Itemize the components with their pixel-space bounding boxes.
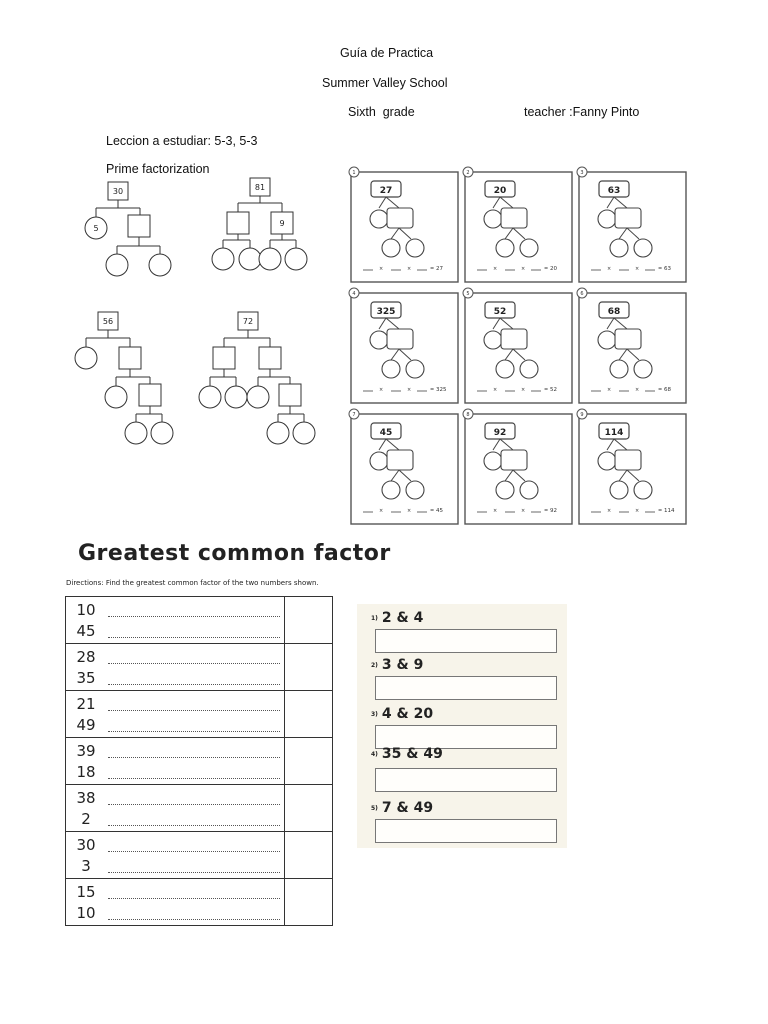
- factor-circle: [259, 248, 281, 270]
- gcf-answer-cell[interactable]: [285, 644, 333, 691]
- svg-text:×: ×: [607, 508, 612, 514]
- gcf-work-line[interactable]: [108, 616, 280, 617]
- gcf-answer-box[interactable]: [375, 629, 557, 653]
- svg-text:=: =: [430, 508, 435, 514]
- tree-given-factor: 5: [93, 224, 99, 233]
- factor-circle: [370, 331, 388, 349]
- card-number: 3: [580, 170, 584, 176]
- svg-text:×: ×: [407, 266, 412, 272]
- card-root-number: 114: [604, 428, 624, 438]
- svg-text:×: ×: [635, 387, 640, 393]
- factor-box: [387, 329, 413, 349]
- gcf-number: 35: [76, 669, 96, 687]
- factor-box: [139, 384, 161, 406]
- factor-circle: [634, 481, 652, 499]
- factor-circle: [484, 452, 502, 470]
- gcf-work-line[interactable]: [108, 757, 280, 758]
- svg-text:×: ×: [521, 266, 526, 272]
- factor-circle: [520, 481, 538, 499]
- gcf-problem-index: 3): [371, 710, 378, 718]
- card-number: 9: [580, 412, 584, 418]
- factor-circle: [199, 386, 221, 408]
- card-root-number: 52: [493, 307, 507, 317]
- gcf-number-line: [68, 647, 280, 666]
- factor-box: [119, 347, 141, 369]
- factor-tree-card: [577, 288, 686, 403]
- svg-text:×: ×: [521, 508, 526, 514]
- gcf-work-line[interactable]: [108, 851, 280, 852]
- factor-tree-card: [577, 409, 686, 524]
- factor-circle: [370, 452, 388, 470]
- gcf-answer-cell[interactable]: [285, 879, 333, 926]
- card-result: 20: [550, 266, 557, 272]
- factor-tree-card: [577, 167, 686, 282]
- factor-circle: [634, 360, 652, 378]
- factor-circle: [105, 386, 127, 408]
- factor-circle: [382, 360, 400, 378]
- gcf-work-line[interactable]: [108, 919, 280, 920]
- factor-circle: [285, 248, 307, 270]
- card-root-number: 63: [607, 186, 621, 196]
- worksheet-title: Guía de Practica: [340, 46, 434, 60]
- factor-circle: [239, 248, 261, 270]
- gcf-number-pair: [66, 879, 285, 926]
- gcf-row: [66, 738, 333, 785]
- gcf-problem-numbers: 35 & 49: [381, 746, 443, 762]
- gcf-number-line: [68, 762, 280, 781]
- svg-text:×: ×: [493, 387, 498, 393]
- factor-circle: [149, 254, 171, 276]
- card-result: 68: [664, 387, 671, 393]
- factor-circle: [382, 481, 400, 499]
- gcf-number-line: [68, 903, 280, 922]
- gcf-row: [66, 785, 333, 832]
- gcf-answer-cell[interactable]: [285, 785, 333, 832]
- factor-circle: [406, 360, 424, 378]
- gcf-number-line: [68, 835, 280, 854]
- gcf-number: 28: [76, 648, 96, 666]
- gcf-answer-box[interactable]: [375, 676, 557, 700]
- factor-circle: [406, 239, 424, 257]
- gcf-number-line: [68, 621, 280, 640]
- gcf-number: 10: [76, 904, 96, 922]
- gcf-title: Greatest common factor: [78, 541, 391, 566]
- gcf-problem-index: 2): [371, 661, 378, 669]
- card-root-number: 45: [379, 428, 393, 438]
- gcf-problem-label: [371, 610, 423, 626]
- gcf-row: [66, 832, 333, 879]
- card-number: 5: [466, 291, 470, 297]
- card-result: 63: [664, 266, 671, 272]
- card-result: 27: [436, 266, 443, 272]
- factor-circle: [484, 331, 502, 349]
- gcf-work-line[interactable]: [108, 637, 280, 638]
- factor-box: [128, 215, 150, 237]
- gcf-problem-label: [371, 746, 443, 762]
- svg-text:×: ×: [493, 508, 498, 514]
- card-result: 92: [550, 508, 557, 514]
- gcf-number: 2: [81, 810, 91, 828]
- svg-text:=: =: [658, 266, 663, 272]
- factor-tree-card: [463, 288, 572, 403]
- gcf-work-line[interactable]: [108, 804, 280, 805]
- svg-text:×: ×: [635, 508, 640, 514]
- svg-text:×: ×: [493, 266, 498, 272]
- factor-circle: [247, 386, 269, 408]
- gcf-problems-panel: [357, 604, 567, 848]
- svg-text:×: ×: [521, 387, 526, 393]
- gcf-work-line[interactable]: [108, 663, 280, 664]
- factor-circle: [610, 239, 628, 257]
- gcf-problem-index: 5): [371, 804, 378, 812]
- factor-box: [279, 384, 301, 406]
- gcf-problem-index: 4): [371, 750, 378, 758]
- gcf-work-line[interactable]: [108, 731, 280, 732]
- gcf-answer-box[interactable]: [375, 768, 557, 792]
- factor-circle: [406, 481, 424, 499]
- factor-circle: [484, 210, 502, 228]
- card-number: 6: [580, 291, 584, 297]
- gcf-row: [66, 879, 333, 926]
- svg-text:=: =: [658, 508, 663, 514]
- school-name: Summer Valley School: [322, 76, 448, 90]
- gcf-number: 3: [81, 857, 91, 875]
- gcf-answer-cell[interactable]: [285, 738, 333, 785]
- gcf-work-line[interactable]: [108, 710, 280, 711]
- gcf-problem-label: [371, 706, 433, 722]
- factor-box: [615, 329, 641, 349]
- svg-text:×: ×: [379, 266, 384, 272]
- gcf-row: [66, 644, 333, 691]
- svg-text:×: ×: [607, 387, 612, 393]
- gcf-number: 45: [76, 622, 96, 640]
- factor-circle: [225, 386, 247, 408]
- gcf-number-line: [68, 856, 280, 875]
- factor-circle: [598, 452, 616, 470]
- gcf-number-line: [68, 788, 280, 807]
- gcf-answer-cell[interactable]: [285, 597, 333, 644]
- factor-circle: [370, 210, 388, 228]
- gcf-problem-index: 1): [371, 614, 378, 622]
- factor-circle: [293, 422, 315, 444]
- svg-text:×: ×: [379, 508, 384, 514]
- gcf-work-line[interactable]: [108, 778, 280, 779]
- factor-box: [387, 450, 413, 470]
- factor-tree-card: [349, 409, 458, 524]
- gcf-number-line: [68, 668, 280, 687]
- gcf-row: [66, 597, 333, 644]
- svg-text:=: =: [430, 387, 435, 393]
- gcf-number: 38: [76, 789, 96, 807]
- gcf-number: 39: [76, 742, 96, 760]
- section-heading: Prime factorization: [106, 162, 210, 176]
- factor-circle: [610, 360, 628, 378]
- svg-text:=: =: [430, 266, 435, 272]
- factor-box: [213, 347, 235, 369]
- card-number: 2: [466, 170, 470, 176]
- svg-text:×: ×: [635, 266, 640, 272]
- svg-text:=: =: [544, 266, 549, 272]
- factor-circle: [151, 422, 173, 444]
- gcf-number-line: [68, 741, 280, 760]
- factor-box: [227, 212, 249, 234]
- card-number: 7: [352, 412, 356, 418]
- factor-circle: [610, 481, 628, 499]
- factor-box: [259, 347, 281, 369]
- card-root-number: 68: [607, 307, 621, 317]
- gcf-number-line: [68, 694, 280, 713]
- gcf-problem-numbers: 7 & 49: [381, 800, 434, 816]
- gcf-number-pair: [66, 691, 285, 738]
- gcf-work-line[interactable]: [108, 898, 280, 899]
- factor-box: [615, 208, 641, 228]
- teacher-label: teacher :Fanny Pinto: [524, 105, 640, 119]
- factor-circle: [75, 347, 97, 369]
- tree-root-number: 72: [242, 317, 254, 326]
- gcf-number: 49: [76, 716, 96, 734]
- factor-circle: [496, 360, 514, 378]
- tree-root-number: 30: [112, 187, 124, 196]
- svg-text:×: ×: [607, 266, 612, 272]
- factor-circle: [125, 422, 147, 444]
- card-result: 114: [664, 508, 675, 514]
- factor-circle: [598, 210, 616, 228]
- factor-tree-cards: [343, 162, 693, 530]
- grade-label: Sixth grade: [348, 105, 415, 119]
- gcf-number-pair: [66, 832, 285, 879]
- card-number: 1: [352, 170, 356, 176]
- factor-circle: [520, 360, 538, 378]
- gcf-work-line[interactable]: [108, 872, 280, 873]
- gcf-problem-numbers: 2 & 4: [381, 610, 424, 626]
- card-result: 45: [436, 508, 443, 514]
- svg-text:×: ×: [407, 508, 412, 514]
- gcf-work-line[interactable]: [108, 684, 280, 685]
- factor-box: [501, 450, 527, 470]
- gcf-answer-box[interactable]: [375, 819, 557, 843]
- card-result: 325: [436, 387, 447, 393]
- gcf-answer-cell[interactable]: [285, 832, 333, 879]
- factor-tree-card: [463, 409, 572, 524]
- card-root-number: 27: [379, 186, 393, 196]
- svg-text:=: =: [658, 387, 663, 393]
- gcf-row: [66, 691, 333, 738]
- card-number: 8: [466, 412, 470, 418]
- factor-box: [615, 450, 641, 470]
- factor-circle: [267, 422, 289, 444]
- gcf-number-line: [68, 600, 280, 619]
- svg-text:=: =: [544, 508, 549, 514]
- factor-box: [501, 208, 527, 228]
- gcf-number-line: [68, 715, 280, 734]
- factor-box: [501, 329, 527, 349]
- card-root-number: 20: [493, 186, 507, 196]
- factor-tree-card: [349, 288, 458, 403]
- gcf-number-pair: [66, 785, 285, 832]
- gcf-table: [65, 596, 333, 926]
- gcf-number: 21: [76, 695, 96, 713]
- tree-given-factor: 9: [279, 219, 285, 228]
- lesson-label: Leccion a estudiar: 5-3, 5-3: [106, 134, 258, 148]
- factor-tree-card: [349, 167, 458, 282]
- factor-circle: [106, 254, 128, 276]
- card-root-number: 325: [376, 307, 396, 317]
- gcf-number-line: [68, 882, 280, 901]
- gcf-number: 30: [76, 836, 96, 854]
- factor-circle: [520, 239, 538, 257]
- svg-text:×: ×: [407, 387, 412, 393]
- factor-circle: [382, 239, 400, 257]
- gcf-problem-numbers: 3 & 9: [381, 657, 424, 673]
- gcf-problem-numbers: 4 & 20: [381, 706, 434, 722]
- gcf-number-pair: [66, 738, 285, 785]
- gcf-number-pair: [66, 644, 285, 691]
- gcf-problem-label: [371, 800, 433, 816]
- factor-tree-card: [463, 167, 572, 282]
- gcf-answer-cell[interactable]: [285, 691, 333, 738]
- card-result: 52: [550, 387, 557, 393]
- factor-circle: [598, 331, 616, 349]
- tree-root-number: 81: [254, 183, 266, 192]
- card-number: 4: [352, 291, 356, 297]
- factor-trees: [60, 170, 330, 460]
- gcf-number: 15: [76, 883, 96, 901]
- gcf-directions: Directions: Find the greatest common factor of the two numbers shown.: [66, 579, 319, 587]
- gcf-problem-label: [371, 657, 423, 673]
- factor-box: [387, 208, 413, 228]
- factor-circle: [496, 481, 514, 499]
- svg-text:=: =: [544, 387, 549, 393]
- factor-circle: [634, 239, 652, 257]
- tree-root-number: 56: [102, 317, 114, 326]
- gcf-number-line: [68, 809, 280, 828]
- gcf-work-line[interactable]: [108, 825, 280, 826]
- gcf-number: 10: [76, 601, 96, 619]
- factor-circle: [496, 239, 514, 257]
- gcf-number: 18: [76, 763, 96, 781]
- gcf-number-pair: [66, 597, 285, 644]
- card-root-number: 92: [493, 428, 507, 438]
- factor-circle: [212, 248, 234, 270]
- svg-text:×: ×: [379, 387, 384, 393]
